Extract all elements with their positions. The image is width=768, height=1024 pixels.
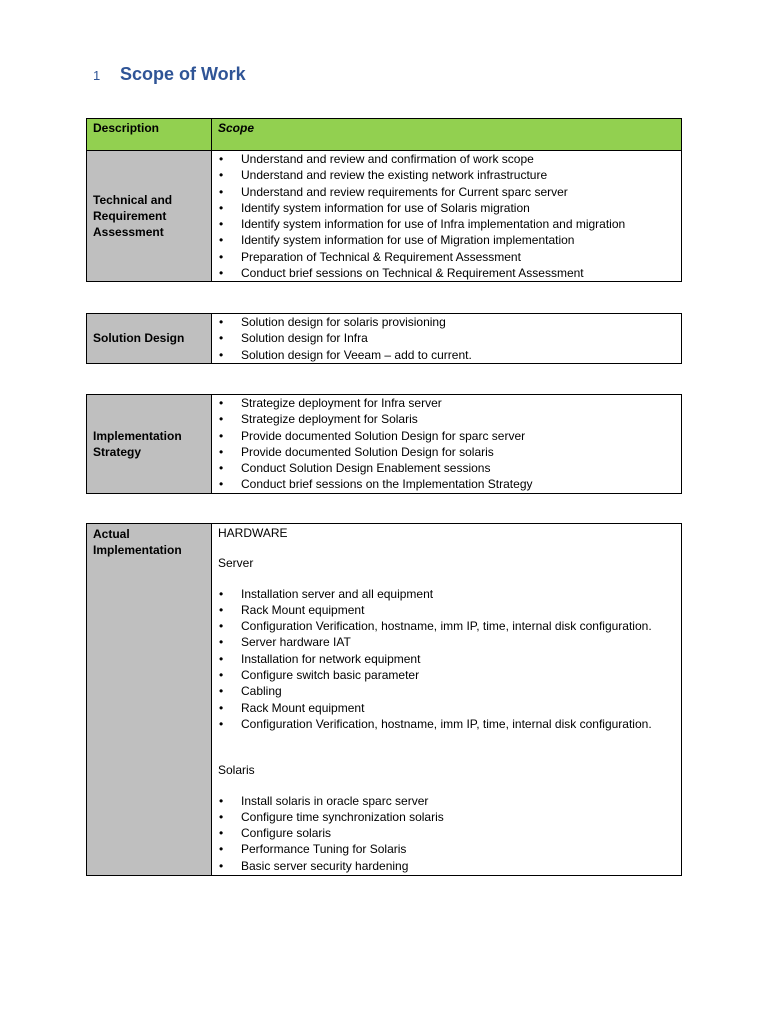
list-item: • Installation for network equipment — [218, 651, 675, 667]
row-content — [212, 314, 682, 364]
list-item: • Understand and review and confirmation of work scope — [218, 151, 675, 167]
list-item: • Identify system information for use of Solaris migration — [218, 200, 675, 216]
list-item: • Solution design for Veeam – add to current. — [218, 347, 675, 363]
list-item: • Identify system information for use of Infra implementation and migration — [218, 216, 675, 232]
server-list — [218, 586, 675, 733]
list-item: • Install solaris in oracle sparc server — [218, 793, 675, 809]
list-item: • Server hardware IAT — [218, 634, 675, 650]
scope-header: Scope — [212, 119, 682, 151]
table-row — [87, 151, 682, 282]
list-item: • Conduct Solution Design Enablement sessions — [218, 460, 675, 476]
list-item: • Rack Mount equipment — [218, 602, 675, 618]
table-row — [87, 314, 682, 364]
row-label: Solution Design — [87, 314, 212, 364]
list-item: • Provide documented Solution Design for sparc server — [218, 428, 675, 444]
table-row — [87, 524, 682, 876]
list-item: • Rack Mount equipment — [218, 700, 675, 716]
list-item: • Strategize deployment for Solaris — [218, 411, 675, 427]
list-item: • Configure switch basic parameter — [218, 667, 675, 683]
list-item: • Installation server and all equipment — [218, 586, 675, 602]
list-item: • Understand and review requirements for Current sparc server — [218, 184, 675, 200]
row-label: Actual Implementation — [87, 524, 212, 876]
solaris-title: Solaris — [218, 763, 255, 778]
row-content — [212, 524, 682, 876]
list-item: • Configure time synchronization solaris — [218, 809, 675, 825]
table-row — [87, 395, 682, 494]
server-title: Server — [218, 556, 254, 571]
list-item: • Configuration Verification, hostname, imm IP, time, internal disk configuration. — [218, 618, 675, 634]
list-item: • Basic server security hardening — [218, 858, 675, 874]
list-item: • Conduct brief sessions on Technical & Requirement Assessment — [218, 265, 675, 281]
scope-list — [218, 314, 675, 363]
actual-implementation-table — [86, 523, 682, 876]
list-item: • Configuration Verification, hostname, imm IP, time, internal disk configuration. — [218, 716, 675, 732]
list-item: • Identify system information for use of Migration implementation — [218, 232, 675, 248]
technical-assessment-table — [86, 118, 682, 282]
table-header-row — [87, 119, 682, 151]
list-item: • Preparation of Technical & Requirement Assessment — [218, 249, 675, 265]
scope-list — [218, 151, 675, 281]
list-item: • Cabling — [218, 683, 675, 699]
list-item: • Configure solaris — [218, 825, 675, 841]
solaris-list — [218, 793, 675, 874]
list-item: • Understand and review the existing network infrastructure — [218, 167, 675, 183]
description-header: Description — [87, 119, 212, 151]
list-item: • Conduct brief sessions on the Implementation Strategy — [218, 476, 675, 492]
scope-list — [218, 395, 675, 493]
row-label: Technical and Requirement Assessment — [87, 151, 212, 282]
list-item: • Solution design for solaris provisioning — [218, 314, 675, 330]
row-label: Implementation Strategy — [87, 395, 212, 494]
list-item: • Performance Tuning for Solaris — [218, 841, 675, 857]
solution-design-table — [86, 313, 682, 364]
hardware-title: HARDWARE — [218, 526, 288, 540]
section-heading — [93, 64, 246, 85]
row-content — [212, 395, 682, 494]
list-item: • Solution design for Infra — [218, 330, 675, 346]
implementation-strategy-table — [86, 394, 682, 494]
row-content — [212, 151, 682, 282]
list-item: • Provide documented Solution Design for solaris — [218, 444, 675, 460]
list-item: • Strategize deployment for Infra server — [218, 395, 675, 411]
section-number: 1 — [93, 68, 101, 83]
section-title: Scope of Work — [120, 64, 246, 84]
